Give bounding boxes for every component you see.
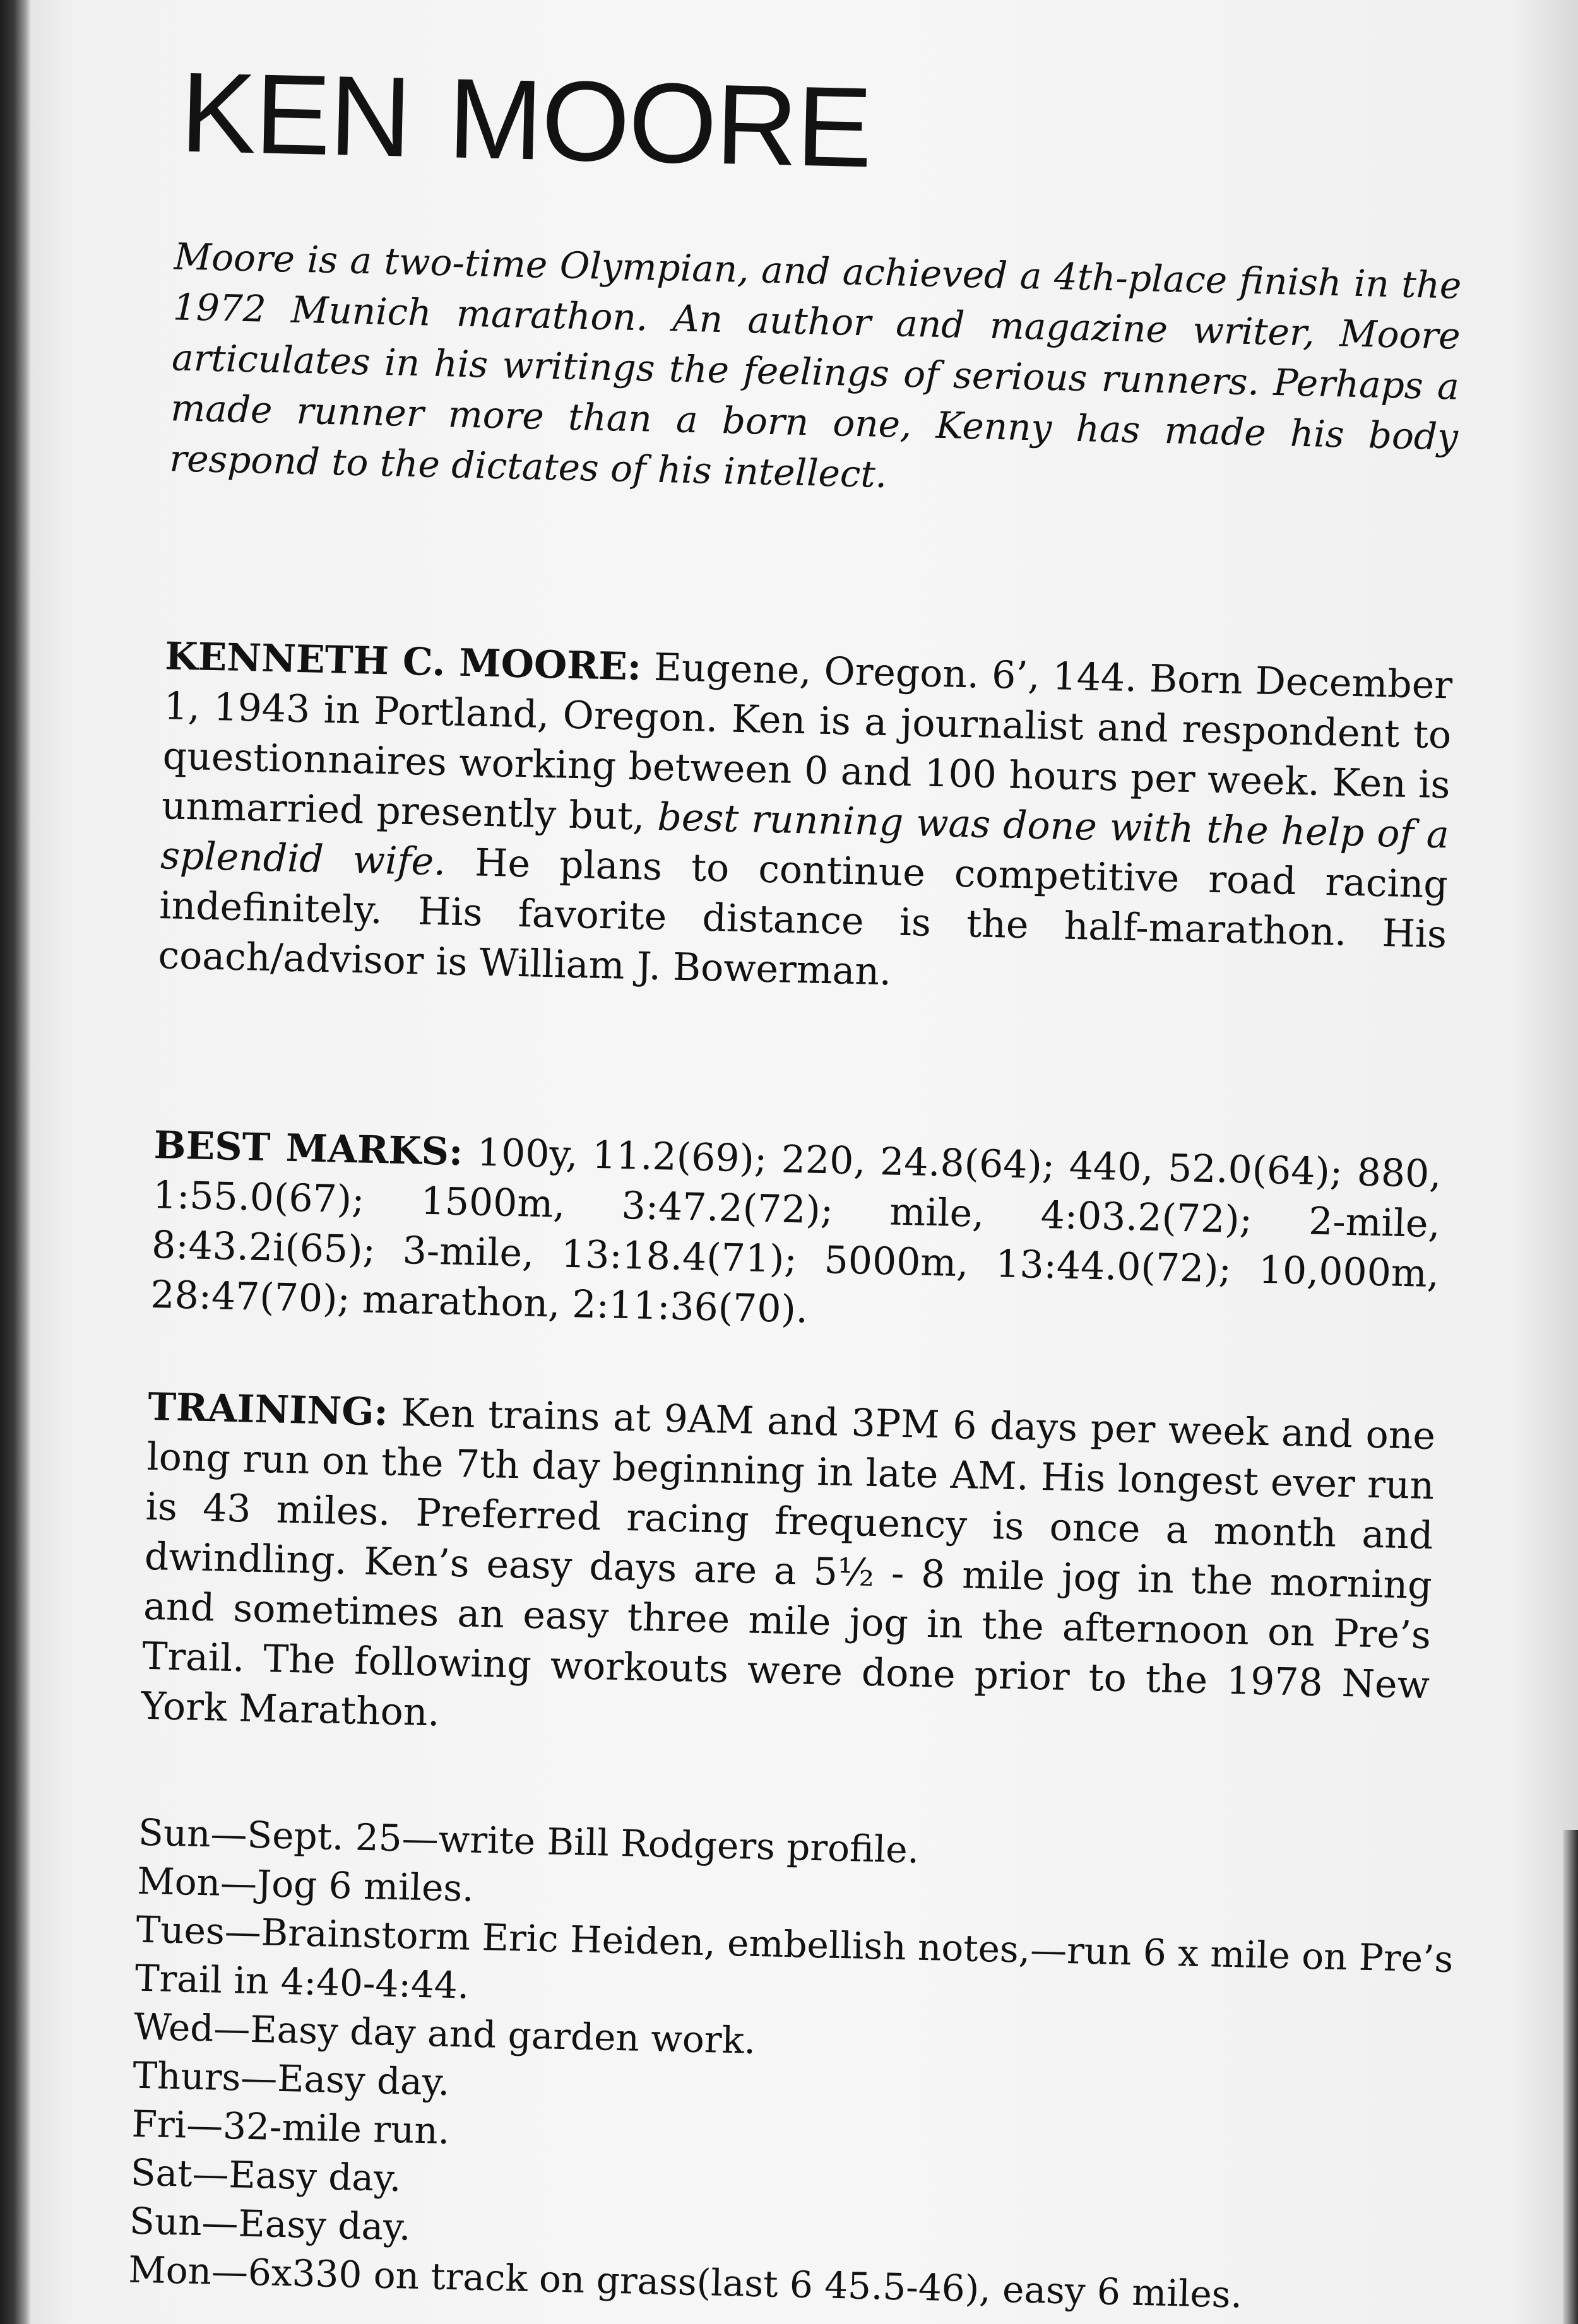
bio-text-b: He plans to continue competitive road racing indefinitely. His favorite distance is the half-marathon. His coach/advisor is William J. Bowerman. [157,841,1449,994]
bio-label: KENNETH C. MOORE: [164,634,642,690]
intro-paragraph: Moore is a two-time Olympian, and achieved a 4th-place finish in the 1972 Munich marathon. An author and magazine writer, Moore articulates in his writings the feelings of serious runners. Perhaps a made runner more than a born one, Kenny has made his body respond to the dictates of his intellect. [169,235,1462,497]
log-entry: Mon—Jog 6 miles. [136,1859,475,1910]
log-entry: Thurs—Easy day. [132,2053,451,2104]
page-edge-shadow [1563,1830,1578,2324]
log-entry: Wed—Easy day and garden work. [133,2005,756,2062]
log-entry: Sun—Sept. 25—write Bill Rodgers profile. [138,1810,920,1872]
bio-paragraph [158,632,1453,1010]
bio-text-a: Eugene, Oregon. 6’, 144. Born December 1, 1943 in Portland, Oregon. Ken is a journalist and respondent to questionnaires working between 0 and 100 hours per week. Ken is unmarried presently but, [161,645,1453,839]
log-entry: Tues—Brainstorm Eric Heiden, embellish notes,—run 6 x mile on Pre’s Trail in 4:40-4:44. [134,1908,1454,2007]
log-entry: Sat—Easy day. [130,2150,402,2200]
log-entry: Sun—Easy day. [129,2199,412,2249]
log-entry: Mon—6x330 on track on grass(last 6 45.5-46), easy 6 miles. [128,2248,1243,2316]
bio-italic-text: best running was done with the help of a splendid wife. [160,794,1450,885]
page-title [179,47,873,194]
best-marks-paragraph [150,1121,1442,1349]
title-first-name: KEN [179,49,412,181]
best-marks-text: 100y, 11.2(69); 220, 24.8(64); 440, 52.0(64); 880, 1:55.0(67); 1500m, 3:47.2(72); mile, 4:03.2(72); 2-mile, 8:43.2i(65); 3-mile, 13:18.4(71); 5000m, 13:44.0(72); 10,000m, 28:47(70); marathon, 2:11:36(70). [150,1130,1442,1332]
log-entry: Fri—32-mile run. [131,2102,450,2153]
training-text: Ken trains at 9AM and 3PM 6 days per week and one long run on the 7th day beginning in late AM. His longest ever run is 43 miles. Preferred racing frequency is once a month and dwindling. Ken’s easy days are a 5½ - 8 mile jog in the morning and sometimes an easy three mile jog in the afternoon on Pre’s Trail. The following workouts were done prior to the 1978 New York Marathon. [140,1390,1436,1735]
training-label: TRAINING: [147,1384,389,1435]
title-last-name: MOORE [446,55,873,192]
training-paragraph [141,1383,1436,1761]
workout-log [128,1808,1464,2324]
best-marks-label: BEST MARKS: [153,1123,464,1175]
